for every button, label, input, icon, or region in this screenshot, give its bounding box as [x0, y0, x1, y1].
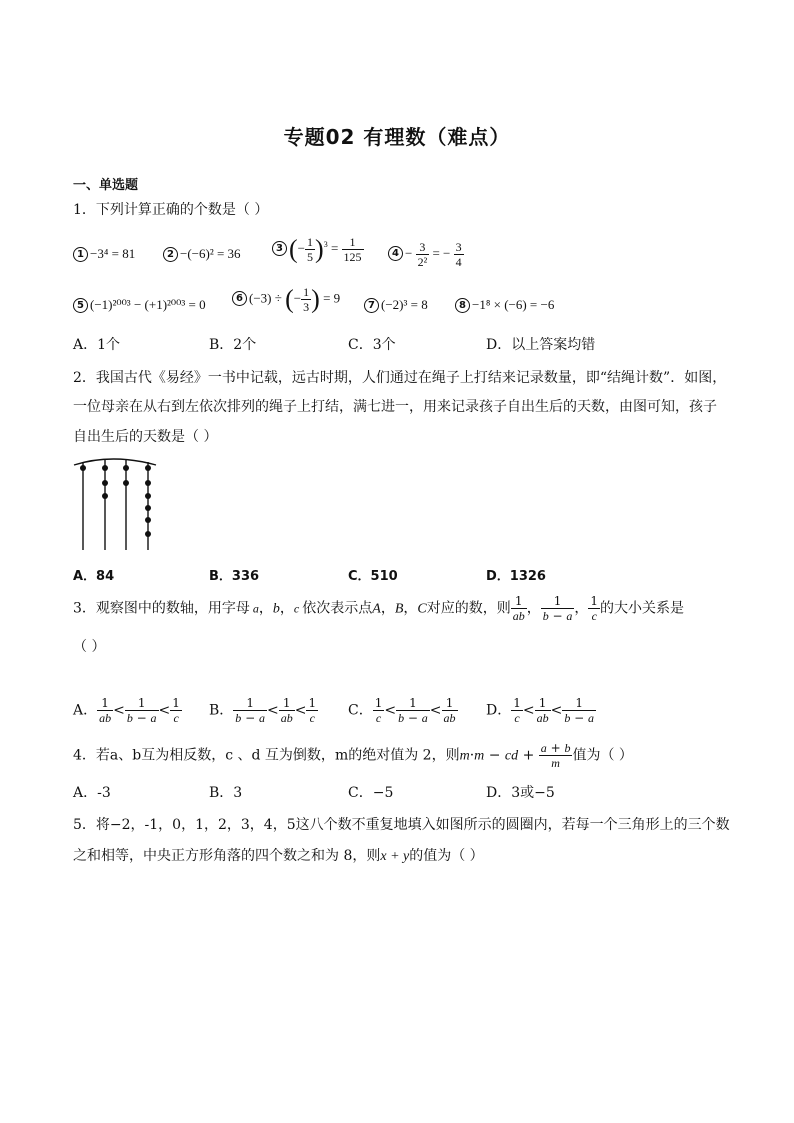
q1-item-3-rden: 125 — [343, 250, 362, 264]
circle-number-icon: 6 — [232, 291, 247, 306]
q1-item-4: 4 − $\frac{3}{\text{2²}}$ = − $\frac{3}{4}$ — [388, 240, 464, 269]
q1-item-8 — [455, 297, 554, 313]
q3-stem-mid: 依次表示点 — [302, 600, 373, 617]
q2-option-d[interactable]: D．1326 — [486, 569, 546, 584]
q1-item-6-num: 1 — [303, 285, 310, 299]
circle-number-icon: 5 — [73, 298, 88, 313]
q1-item-4-rden: 4 — [455, 255, 462, 269]
q4-stem-end: 值为（ ） — [572, 747, 633, 764]
q1-item-6-pre: (−3) ÷ — [249, 290, 286, 306]
q3-stem: 3．观察图中的数轴，用字母 a，b，c 依次表示点A，B，C对应的数，则 $\frac{1}{ab}$ ， $\frac{1}{b - a}$ ， $\frac{1}{c}$ 的大小关系是 — [73, 594, 685, 623]
q3-option-c[interactable]: C． $\frac{1}{c}$ < $\frac{1}{b - a}$ < $\frac{1}{ab}$ — [348, 696, 456, 725]
q2-option-a[interactable]: A．84 — [73, 569, 115, 584]
q1-item-3: 3 (− $\frac{1}{5}$ )$^3$ = $\frac{1}{125}$ — [272, 235, 364, 264]
q1-item-2-expr: −(−6)² = 36 — [180, 246, 241, 261]
page-title: 专题02 有理数（难点） — [283, 125, 511, 149]
q1-option-a[interactable]: A．1个 — [73, 337, 121, 353]
q1-option-b[interactable]: B．2个 — [209, 337, 257, 353]
q1-stem: 1．下列计算正确的个数是（ ） — [73, 202, 269, 218]
q1-item-6-den: 3 — [303, 300, 310, 314]
circle-number-icon: 8 — [455, 298, 470, 313]
circle-number-icon: 1 — [73, 247, 88, 262]
q5-stem-line2 — [73, 845, 484, 865]
circle-number-icon: 3 — [272, 241, 287, 256]
q3-stem-end: 的大小关系是 — [600, 600, 685, 617]
q1-item-7-expr: (−2)³ = 8 — [381, 297, 428, 312]
q4-option-d[interactable]: D．3或−5 — [486, 785, 555, 801]
q3-stem-pre: 3．观察图中的数轴，用字母 — [73, 600, 250, 617]
q2-stem-line1: 2．我国古代《易经》一书中记载，远古时期，人们通过在绳子上打结来记录数量，即“结绳计数”．如图， — [73, 370, 727, 386]
q1-item-4-rnum: 3 — [455, 240, 462, 254]
q1-item-1-expr: −3⁴ = 81 — [90, 246, 136, 261]
section-heading: 一、单选题 — [73, 178, 139, 193]
q5-stem-line2-post: 的值为（ ） — [409, 848, 484, 864]
q4-stem-pre: 4．若 — [73, 747, 110, 764]
q2-option-c[interactable]: C．510 — [348, 569, 398, 584]
q2-option-b[interactable]: B．336 — [209, 569, 260, 584]
q1-item-7 — [364, 297, 428, 313]
q1-item-3-den: 5 — [307, 250, 314, 264]
q4-stem-b: c 、d 互为倒数， — [225, 747, 335, 764]
q2-stem-line2: 一位母亲在从右到左依次排列的绳子上打结，满七进一，用来记录孩子自出生后的天数，由图可知，孩子 — [73, 399, 717, 415]
q4-option-c[interactable]: C．−5 — [348, 785, 394, 801]
q1-item-4-num: 3 — [416, 240, 430, 255]
q3-option-b-label: B． — [209, 702, 234, 719]
circle-number-icon: 4 — [388, 246, 403, 261]
q5-stem-line1: 5．将−2，-1，0，1，2，3，4，5这八个数不重复地填入如图所示的圆圈内，若每一个三角形上的三个数 — [73, 817, 730, 833]
q1-item-3-num: 1 — [307, 235, 314, 249]
q1-item-6-post: = 9 — [319, 290, 341, 306]
q4-stem-c: m的绝对值为 2，则 — [334, 747, 460, 764]
q1-item-5 — [73, 297, 206, 313]
q5-stem-line2-pre: 之和相等，中央正方形角落的四个数之和为 8，则 — [73, 848, 381, 864]
q3-option-b[interactable]: B． $\frac{1}{b - a}$ < $\frac{1}{ab}$ < $\frac{1}{c}$ — [209, 696, 317, 725]
q1-item-3-exp: 3 — [323, 240, 328, 250]
circle-number-icon: 2 — [163, 247, 178, 262]
q1-item-3-rnum: 1 — [342, 235, 364, 250]
q5-stem-expr: x + y — [380, 849, 410, 864]
q3-option-d[interactable]: D． $\frac{1}{c}$ < $\frac{1}{ab}$ < $\frac{1}{b - a}$ — [486, 696, 595, 725]
q1-item-1 — [73, 246, 135, 262]
q3-option-c-label: C． — [348, 702, 373, 719]
q3-option-d-label: D． — [486, 702, 512, 719]
q4-stem: 4．若a、b互为相反数，c 、d 互为倒数，m的绝对值为 2，则m·m − cd + $\frac{a + b}{m}$ 值为（ ） — [73, 741, 633, 770]
q1-item-6: 6 (−3) ÷ (− $\frac{1}{3}$ ) = 9 — [232, 285, 340, 314]
knot-rope-figure — [72, 455, 160, 552]
q4-option-b[interactable]: B．3 — [209, 785, 243, 801]
q1-item-8-expr: −1⁸ × (−6) = −6 — [472, 297, 555, 312]
q2-stem-line3: 自出生后的天数是（ ） — [73, 429, 218, 445]
q4-option-a[interactable]: A．-3 — [73, 785, 111, 801]
q3-stem-line2: （ ） — [73, 639, 106, 655]
q1-option-d[interactable]: D．以上答案均错 — [486, 337, 596, 353]
q1-item-2 — [163, 246, 241, 262]
circle-number-icon: 7 — [364, 298, 379, 313]
q3-option-a-label: A． — [73, 702, 98, 719]
q1-option-c[interactable]: C．3个 — [348, 337, 396, 353]
q1-item-4-den: 2² — [417, 255, 428, 269]
q4-stem-a: a、b互为相反数， — [109, 747, 226, 764]
q3-option-a[interactable]: A． $\frac{1}{ab}$ < $\frac{1}{b - a}$ < $\frac{1}{c}$ — [73, 696, 180, 725]
q3-stem-post: 对应的数，则 — [426, 600, 511, 617]
q1-item-5-expr: (−1)²⁰⁰³ − (+1)²⁰⁰³ = 0 — [90, 297, 206, 312]
